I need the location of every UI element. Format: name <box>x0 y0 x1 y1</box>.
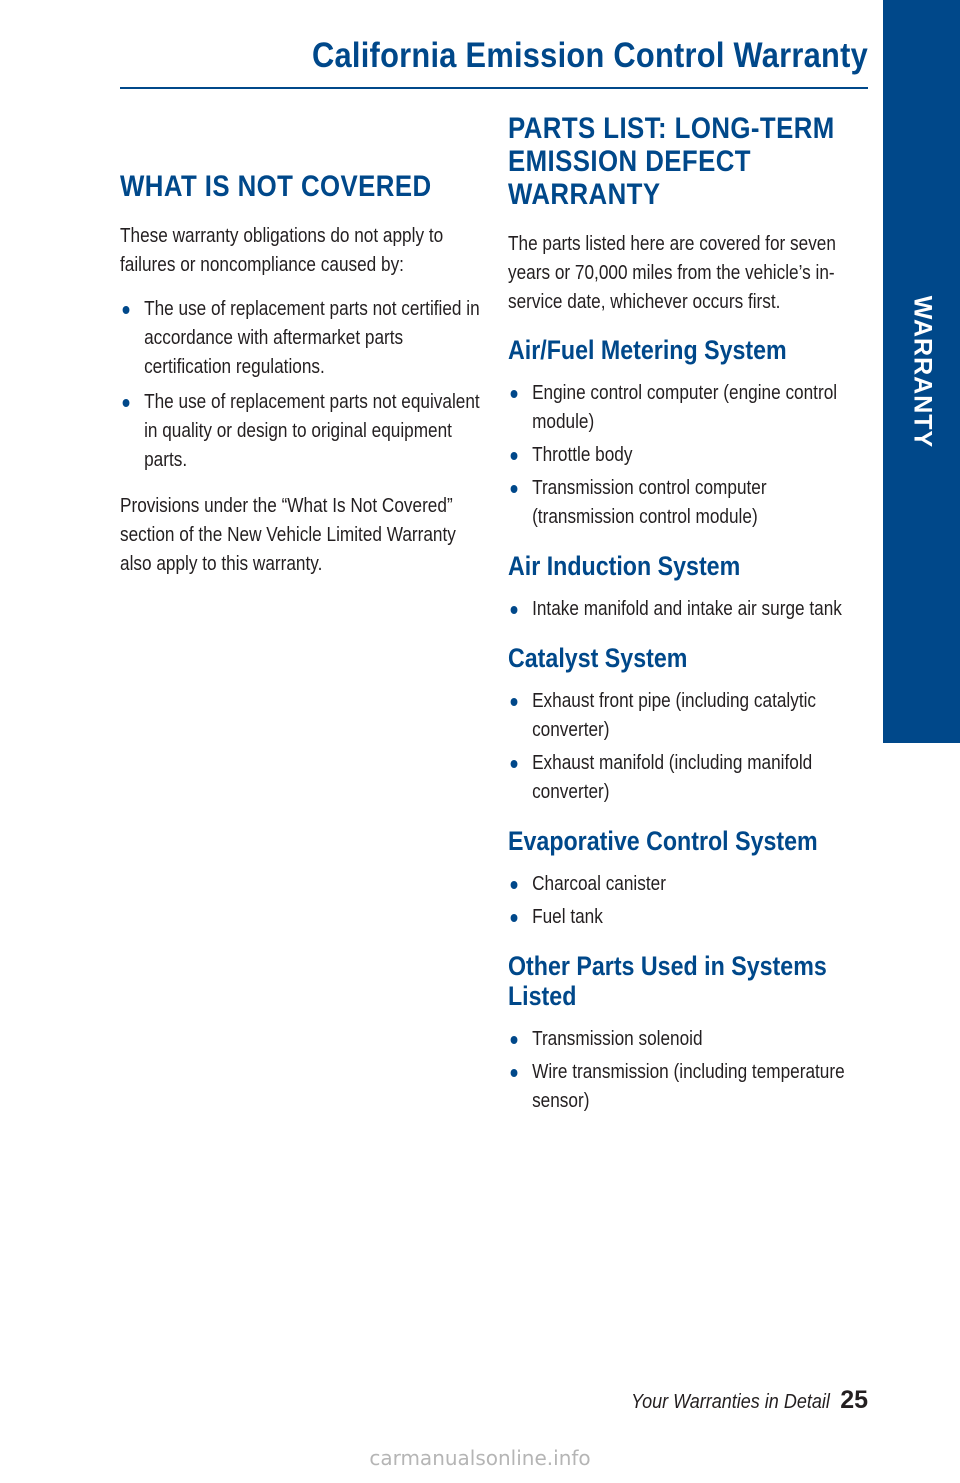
list-item: Transmission solenoid <box>508 1025 868 1054</box>
bullet-icon <box>511 1069 518 1077</box>
not-covered-closing: Provisions under the “What Is Not Covered” section of the New Vehicle Limited Warranty also apply to this warranty. <box>120 495 456 575</box>
list-item: Exhaust manifold (including manifold converter) <box>508 749 868 807</box>
bullet-icon <box>511 485 518 493</box>
evaporative-control-list <box>508 870 868 932</box>
list-item: Charcoal canister <box>508 870 868 899</box>
section-tab <box>883 0 960 743</box>
page-title: California Emission Control Warranty <box>312 36 868 75</box>
watermark: carmanualsonline.info <box>369 1446 591 1470</box>
bullet-icon <box>123 306 130 314</box>
bullet-icon <box>511 1036 518 1044</box>
not-covered-intro: These warranty obligations do not apply to failures or noncompliance caused by: <box>120 225 444 276</box>
page-number: 25 <box>840 1386 868 1414</box>
section-tab-label: WARRANTY <box>908 295 936 449</box>
list-item: Fuel tank <box>508 903 868 932</box>
list-item: Engine control computer (engine control module) <box>508 379 868 437</box>
parts-list-intro: The parts listed here are covered for seven years or 70,000 miles from the vehicle’s in-service date, whichever occurs first. <box>508 233 836 313</box>
other-parts-list <box>508 1025 868 1116</box>
subheading-air-fuel-metering: Air/Fuel Metering System <box>508 335 787 365</box>
bullet-icon <box>511 881 518 889</box>
footer-text: Your Warranties in Detail <box>631 1391 831 1413</box>
air-fuel-metering-list <box>508 379 868 532</box>
list-item: Throttle body <box>508 441 868 470</box>
left-column <box>120 170 480 579</box>
page-footer <box>609 1386 868 1415</box>
list-item: The use of replacement parts not certified in accordance with aftermarket parts certification regulations. <box>120 295 480 382</box>
bullet-icon <box>123 399 130 407</box>
right-column <box>508 112 868 1116</box>
bullet-icon <box>511 452 518 460</box>
subheading-air-induction: Air Induction System <box>508 551 741 581</box>
subheading-other-parts: Other Parts Used in Systems Listed <box>508 951 827 1011</box>
list-item: Intake manifold and intake air surge tank <box>508 595 868 624</box>
bullet-icon <box>511 390 518 398</box>
section-heading-not-covered: WHAT IS NOT COVERED <box>120 170 432 203</box>
bullet-icon <box>511 698 518 706</box>
header-rule <box>120 87 868 89</box>
subheading-evaporative-control: Evaporative Control System <box>508 826 818 856</box>
air-induction-list <box>508 595 868 624</box>
bullet-icon <box>511 606 518 614</box>
bullet-icon <box>511 914 518 922</box>
list-item: Exhaust front pipe (including catalytic converter) <box>508 687 868 745</box>
list-item: Transmission control computer (transmission control module) <box>508 474 868 532</box>
list-item: Wire transmission (including temperature sensor) <box>508 1058 868 1116</box>
list-item: The use of replacement parts not equivalent in quality or design to original equipment parts. <box>120 388 480 475</box>
bullet-icon <box>511 760 518 768</box>
catalyst-list <box>508 687 868 807</box>
section-heading-parts-list: PARTS LIST: LONG-TERM EMISSION DEFECT WARRANTY <box>508 112 835 211</box>
not-covered-list <box>120 295 480 475</box>
subheading-catalyst: Catalyst System <box>508 643 688 673</box>
